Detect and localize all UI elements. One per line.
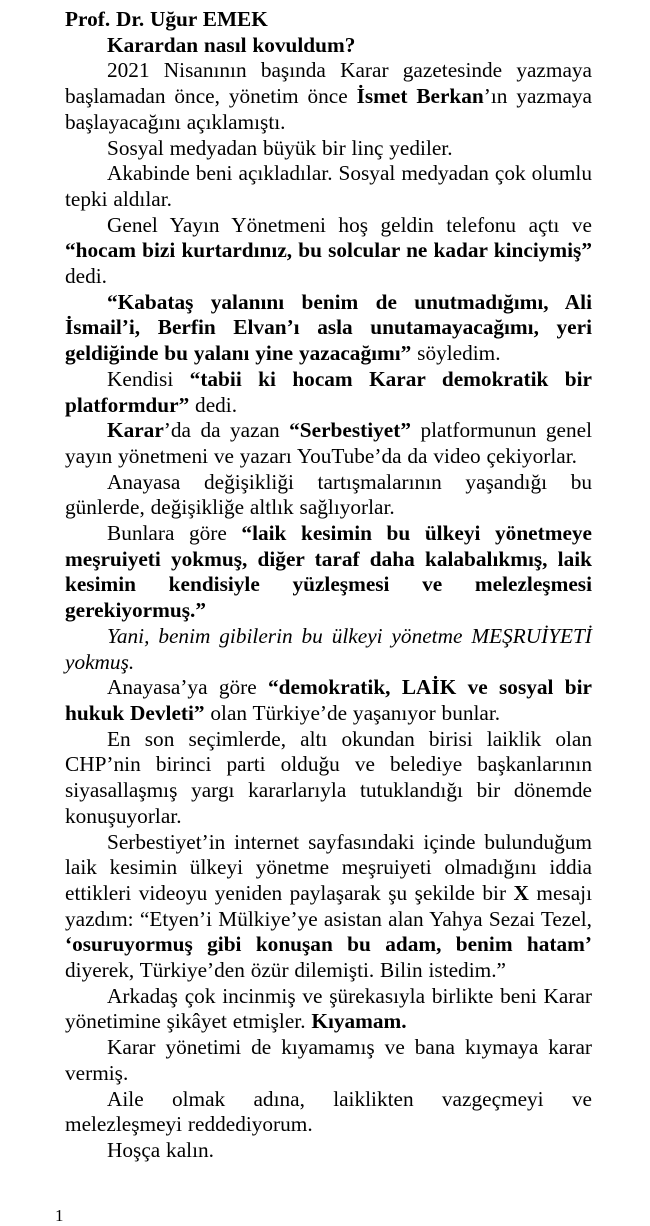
paragraph [65,136,592,162]
bold-text-run: İsmet Berkan [356,84,484,109]
text-run: Arkadaş çok incinmiş ve şürekasıyla birlikte beni Karar yönetimine şikâyet etmişler. [65,983,592,1034]
paragraph [65,213,592,290]
text-run: Aile olmak adına, laiklikten vazgeçmeyi ve melezleşmeyi reddediyorum. [65,1086,592,1137]
text-run: Anayasa’ya göre [107,675,269,700]
text-run: olan Türkiye’de yaşanıyor bunlar. [204,700,501,725]
bold-text-run: “Kabataş yalanını benim de unutmadığımı, Ali İsmail’i, Berfin Elvan’ı asla unutamayacağımı, yeri geldiğinde bu yalanı yine yazacağımı” [65,289,592,366]
text-run: mesajı yazdım: “Etyen’i Mülkiye’ye asistan alan Yahya Sezai Tezel, [65,880,593,931]
bold-text-run: “tabii ki hocam Karar demokratik bir platformdur” [65,366,592,417]
bold-text-run: “hocam bizi kurtardınız, bu solcular ne kadar kinciymiş” [65,238,592,263]
paragraph [65,58,592,135]
paragraph [65,161,592,212]
text-run: ’da da yazan [163,418,290,443]
text-run: dedi. [189,392,238,417]
bold-text-run: Prof. Dr. Uğur EMEK [65,7,268,31]
text-run: söyledim. [411,341,501,366]
bold-text-run: X [513,880,529,905]
text-run: Bunlara göre [107,521,242,546]
author-line [65,7,592,33]
bold-text-run: “laik kesimin bu ülkeyi yönetmeye meşruiyeti yokmuş, diğer taraf daha kalabalıkmış, laik kesimin kendisiyle yüzleşmesi ve melezleşmesi gerekiyormuş.” [65,521,592,623]
paragraph [65,727,592,830]
italic-text-run: Yani, benim gibilerin bu ülkeyi yönetme MEŞRUİYETİ yokmuş. [65,623,592,674]
paragraph [65,624,592,675]
text-run: Kendisi [107,366,190,391]
bold-text-run: “demokratik, LAİK ve sosyal bir hukuk Devleti” [65,675,592,725]
paragraph [65,367,592,418]
bold-text-run: Karardan nasıl kovuldum? [107,32,356,57]
text-run: Genel Yayın Yönetmeni hoş geldin telefonu açtı ve [107,212,592,237]
bold-text-run: “Serbestiyet” [289,418,411,443]
text-run: 2021 Nisanının başında Karar gazetesinde yazmaya başlamadan önce, yönetim önce [65,58,592,109]
paragraph [65,984,592,1035]
paragraph [65,470,592,521]
text-run: En son seçimlerde, altı okundan birisi laiklik olan CHP’nin birinci parti olduğu ve belediye başkanlarının siyasallaşmış yargı kararlarıyla tutuklandığı bir dönemde konuşuyorlar. [65,726,592,828]
paragraph [65,830,592,984]
text-run: Serbestiyet’in internet sayfasındaki içinde bulunduğum laik kesimin ülkeyi yönetme meşruiyeti olmadığını iddia ettikleri videoyu yeniden paylaşarak şu şekilde bir [65,829,592,905]
text-run: ’ın yazmaya başlayacağını açıklamıştı. [65,84,592,134]
text-run: platformunun genel yayın yönetmeni ve yazarı YouTube’da da video çekiyorlar. [65,418,592,468]
text-run: Hoşça kalın. [107,1137,214,1162]
paragraph [65,418,592,469]
article-title [65,33,592,59]
text-run: Karar yönetimi de kıyamamış ve bana kıymaya karar vermiş. [65,1035,592,1085]
paragraph [65,1087,592,1138]
paragraph [65,1138,592,1164]
text-run: diyerek, Türkiye’den özür dilemişti. Bilin istedim.” [65,958,506,983]
footnote-marker: 1 [55,1206,64,1225]
paragraph [65,521,592,624]
paragraph [65,1035,592,1086]
paragraph [65,290,592,367]
text-run: Sosyal medyadan büyük bir linç yediler. [107,135,453,160]
text-run: Anayasa değişikliği tartışmalarının yaşandığı bu günlerde, değişikliğe altlık sağlıyorlar. [65,469,592,520]
paragraph [65,675,592,726]
bold-text-run: Karar [107,418,164,443]
text-run: dedi. [65,264,107,289]
text-run: Akabinde beni açıkladılar. Sosyal medyadan çok olumlu tepki aldılar. [65,161,592,211]
bold-text-run: ‘osuruyormuş gibi konuşan bu adam, benim hatam’ [65,932,592,957]
bold-text-run: Kıyamam. [311,1009,407,1034]
